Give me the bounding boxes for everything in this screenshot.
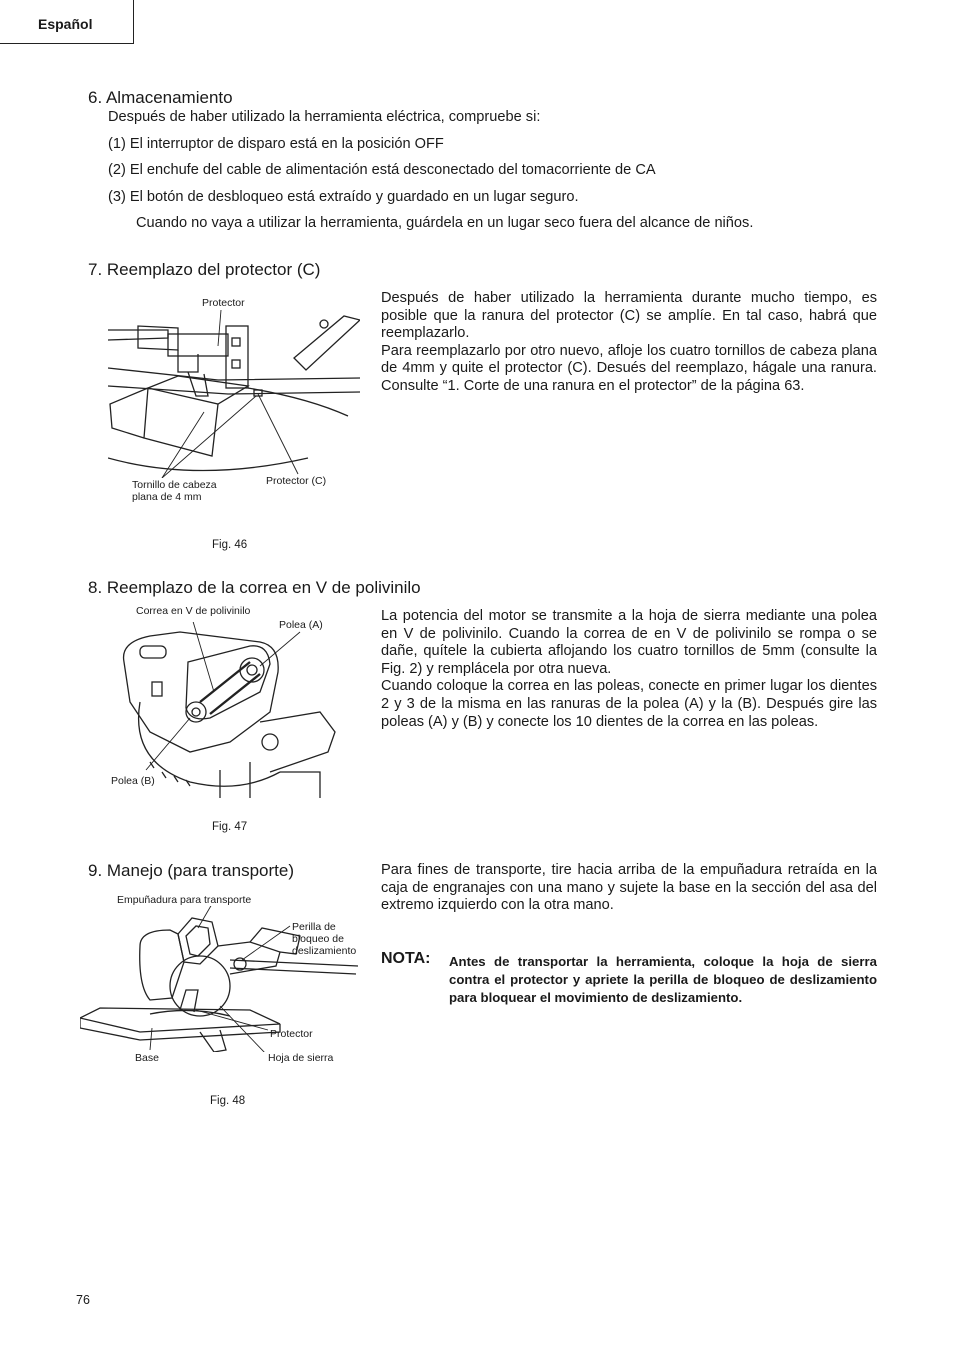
fig-47-caption: Fig. 47 [212, 821, 248, 833]
section-6-item-3: (3) El botón de desbloqueo está extraído y guardado en un lugar seguro. [108, 189, 579, 205]
fig-46-label-protector-c: Protector (C) [266, 475, 327, 487]
fig-48-label-blade: Hoja de sierra [268, 1052, 334, 1064]
section-6-item-1: (1) El interruptor de disparo está en la posición OFF [108, 136, 444, 152]
section-7-title: 7. Reemplazo del protector (C) [88, 260, 321, 279]
section-9-body [381, 862, 877, 915]
fig-46-label-protector: Protector [202, 297, 245, 309]
section-8-para-2: Cuando coloque la correa en las poleas, conecte en primer lugar los dientes 2 y 3 de la misma en las ranuras de la polea (A) y la (B). Después gire las poleas (A) y (B) y conecte los 10 dientes de la correa en las poleas. [381, 678, 877, 730]
section-7-para-2: Para reemplazarlo por otro nuevo, afloje los cuatro tornillos de cabeza plana de 4mm y quite el protector (C). Desués del reemplazo, hágale una ranura. Consulte “1. Corte de una ranura en el protector” de la página 63. [381, 342, 877, 394]
figure-46-illustration [108, 308, 360, 478]
fig-48-label-knob-1: Perilla de [292, 921, 336, 933]
section-8-title: 8. Reemplazo de la correa en V de polivinilo [88, 578, 421, 597]
language-tab: Español [0, 0, 134, 44]
fig-47-label-pulley-a: Polea (A) [279, 619, 323, 631]
section-6-title: 6. Almacenamiento [88, 88, 233, 107]
section-6-item-2: (2) El enchufe del cable de alimentación está desconectado del tomacorriente de CA [108, 162, 656, 178]
fig-48-label-knob-3: deslizamiento [292, 945, 357, 957]
fig-48-label-protector: Protector [270, 1028, 313, 1040]
section-9-para-1: Para fines de transporte, tire hacia arriba de la empuñadura retraída en la caja de engranajes con una mano y sujete la base en la sección del asa del extremo izquierdo con la otra mano. [381, 862, 877, 914]
fig-48-label-base: Base [135, 1052, 159, 1064]
section-8-para-1: La potencia del motor se transmite a la hoja de sierra mediante una polea en V de polivinilo. Cuando la correa de en V de polivinilo se rompa o se dañe, quítele la cubierta aflojando los cuatro tornillos de 5mm (consulte la Fig. 2) y remplácela por otra nueva. [381, 608, 877, 677]
fig-48-label-handle: Empuñadura para transporte [117, 894, 252, 906]
section-9-title: 9. Manejo (para transporte) [88, 861, 294, 880]
fig-47-label-pulley-b: Polea (B) [111, 775, 155, 787]
section-6-intro: Después de haber utilizado la herramienta eléctrica, compruebe si: [108, 109, 541, 125]
nota-text: Antes de transportar la herramienta, coloque la hoja de sierra contra el protector y apriete la perilla de bloqueo de deslizamiento para bloquear el movimiento de deslizamiento. [449, 954, 877, 1005]
fig-48-label-knob-2: bloqueo de [292, 933, 344, 945]
figure-47-illustration [110, 622, 340, 798]
nota-label: NOTA: [381, 950, 431, 967]
section-7-body [381, 290, 877, 396]
page-number: 76 [76, 1293, 90, 1307]
fig-47-label-belt: Correa en V de polivinilo [136, 605, 251, 617]
section-8-body [381, 608, 877, 731]
fig-46-label-screw-1: Tornillo de cabeza [132, 479, 217, 491]
section-7-para-1: Después de haber utilizado la herramienta durante mucho tiempo, es posible que la ranura del protector (C) se amplíe. En tal caso, habrá que reemplazarlo. [381, 290, 877, 342]
fig-48-caption: Fig. 48 [210, 1095, 246, 1107]
fig-46-caption: Fig. 46 [212, 539, 248, 551]
fig-46-label-screw-2: plana de 4 mm [132, 491, 202, 503]
section-6-note: Cuando no vaya a utilizar la herramienta, guárdela en un lugar seco fuera del alcance de niños. [136, 215, 754, 231]
